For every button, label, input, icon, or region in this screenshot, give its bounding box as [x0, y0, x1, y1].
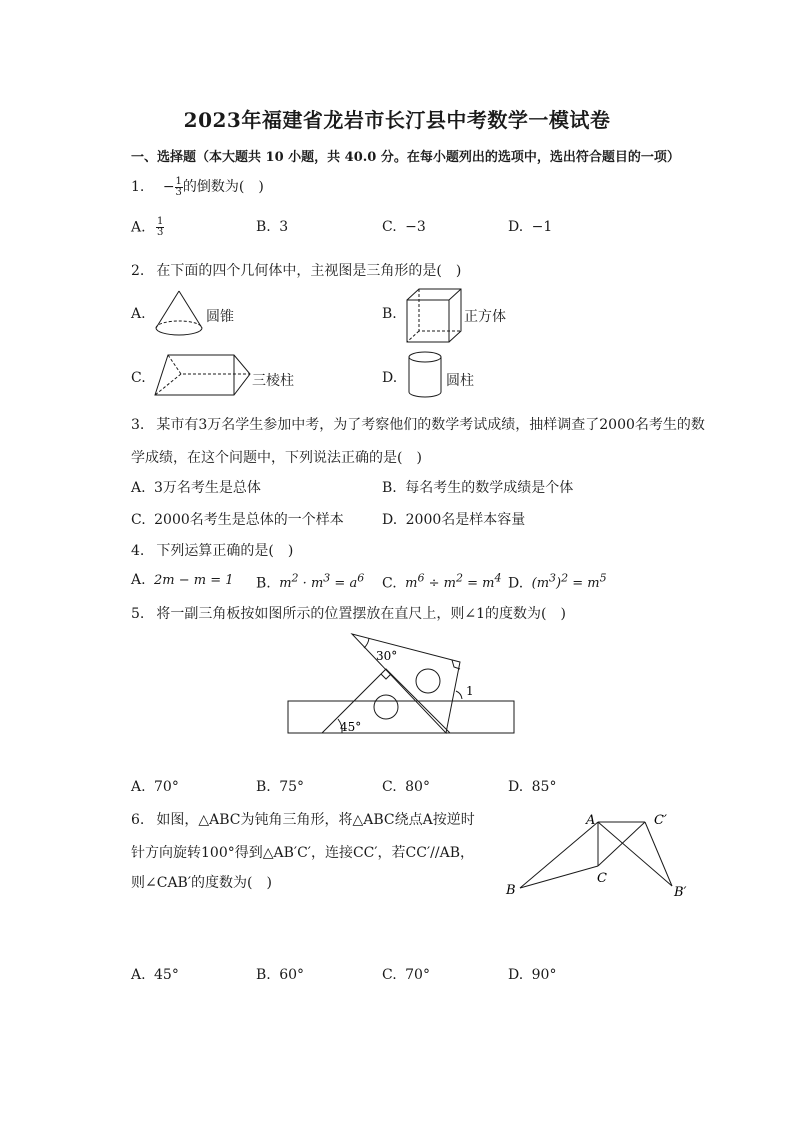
fraction: $\frac{1}{3}$: [175, 175, 182, 198]
q2-option-c-label[interactable]: C.: [131, 370, 146, 386]
q1-option-b[interactable]: B. 3: [256, 219, 289, 235]
prism-name: 三棱柱: [252, 373, 294, 389]
question-3-line-2: 学成绩，在这个问题中，下列说法正确的是( ): [131, 450, 422, 466]
cube-figure: [404, 286, 464, 344]
question-2: 2. 在下面的四个几何体中，主视图是三角形的是( ): [131, 263, 462, 279]
angle-1-label: 1: [466, 684, 474, 698]
question-6-line-3: 则∠CAB′的度数为( ): [131, 875, 272, 891]
q5-option-c[interactable]: C. 80°: [382, 779, 430, 795]
q6-option-c[interactable]: C. 70°: [382, 967, 430, 983]
q6-option-b[interactable]: B. 60°: [256, 967, 305, 983]
angle-45-label: 45°: [340, 720, 362, 734]
point-c-label: C: [597, 871, 607, 886]
q3-option-d[interactable]: D. 2000名是样本容量: [382, 512, 526, 528]
question-text: 的倒数为( ): [182, 179, 264, 195]
q5-option-a[interactable]: A. 70°: [131, 779, 179, 795]
triangle-ruler-figure: [284, 628, 520, 740]
q2-option-d-label[interactable]: D.: [382, 370, 398, 386]
point-b-prime-label: B′: [674, 885, 687, 900]
q4-option-a[interactable]: A. 2m − m = 1: [131, 572, 234, 588]
page-title: 2023年福建省龙岩市长汀县中考数学一模试卷: [183, 108, 611, 132]
cube-name: 正方体: [464, 309, 506, 325]
question-3-line-1: 3. 某市有3万名学生参加中考，为了考察他们的数学考试成绩，抽样调查了2000名考生的数: [131, 417, 705, 433]
q5-option-d[interactable]: D. 85°: [508, 779, 557, 795]
question-6-line-1: 6. 如图，△ABC为钝角三角形，将△ABC绕点A按逆时: [131, 812, 475, 828]
q2-option-a-label[interactable]: A.: [131, 306, 146, 322]
q3-option-c[interactable]: C. 2000名考生是总体的一个样本: [131, 512, 344, 528]
question-1: [131, 176, 264, 198]
point-c-prime-label: C′: [654, 813, 667, 828]
triangular-prism-figure: [152, 352, 252, 398]
question-6-line-2: 针方向旋转100°得到△AB′C′，连接CC′，若CC′//AB，: [131, 845, 474, 861]
q5-option-b[interactable]: B. 75°: [256, 779, 305, 795]
q6-option-a[interactable]: A. 45°: [131, 967, 179, 983]
q3-option-b[interactable]: B. 每名考生的数学成绩是个体: [382, 480, 574, 496]
cone-name: 圆锥: [206, 309, 234, 325]
question-4: 4. 下列运算正确的是( ): [131, 543, 294, 559]
rotation-figure: [500, 806, 700, 902]
cylinder-figure: [406, 350, 446, 400]
point-a-label: A: [586, 813, 596, 828]
q1-option-d[interactable]: D. −1: [508, 219, 553, 235]
point-b-label: B: [506, 883, 516, 898]
q4-option-c[interactable]: C. $m^6 \div m^2 = m^4$: [382, 572, 502, 592]
cone-figure: [152, 288, 206, 340]
q1-option-c[interactable]: C. −3: [382, 219, 426, 235]
q4-option-d[interactable]: D. $(m^3)^2 = m^5$: [508, 572, 607, 592]
q2-option-b-label[interactable]: B.: [382, 306, 397, 322]
cylinder-name: 圆柱: [446, 373, 474, 389]
q4-option-b[interactable]: B. $m^2 \cdot m^3 = a^6$: [256, 572, 365, 592]
q1-option-a[interactable]: A. $\frac{1}{3}$: [131, 216, 164, 238]
question-5: 5. 将一副三角板按如图所示的位置摆放在直尺上，则∠1的度数为( ): [131, 606, 566, 622]
q3-option-a[interactable]: A. 3万名考生是总体: [131, 480, 261, 496]
question-number: 1.: [131, 179, 145, 195]
section-heading: 一、选择题（本大题共 10 小题，共 40.0 分。在每小题列出的选项中，选出符合题目的一项）: [131, 150, 680, 165]
angle-30-label: 30°: [376, 649, 398, 663]
neg-sign: −: [162, 179, 175, 195]
q6-option-d[interactable]: D. 90°: [508, 967, 557, 983]
